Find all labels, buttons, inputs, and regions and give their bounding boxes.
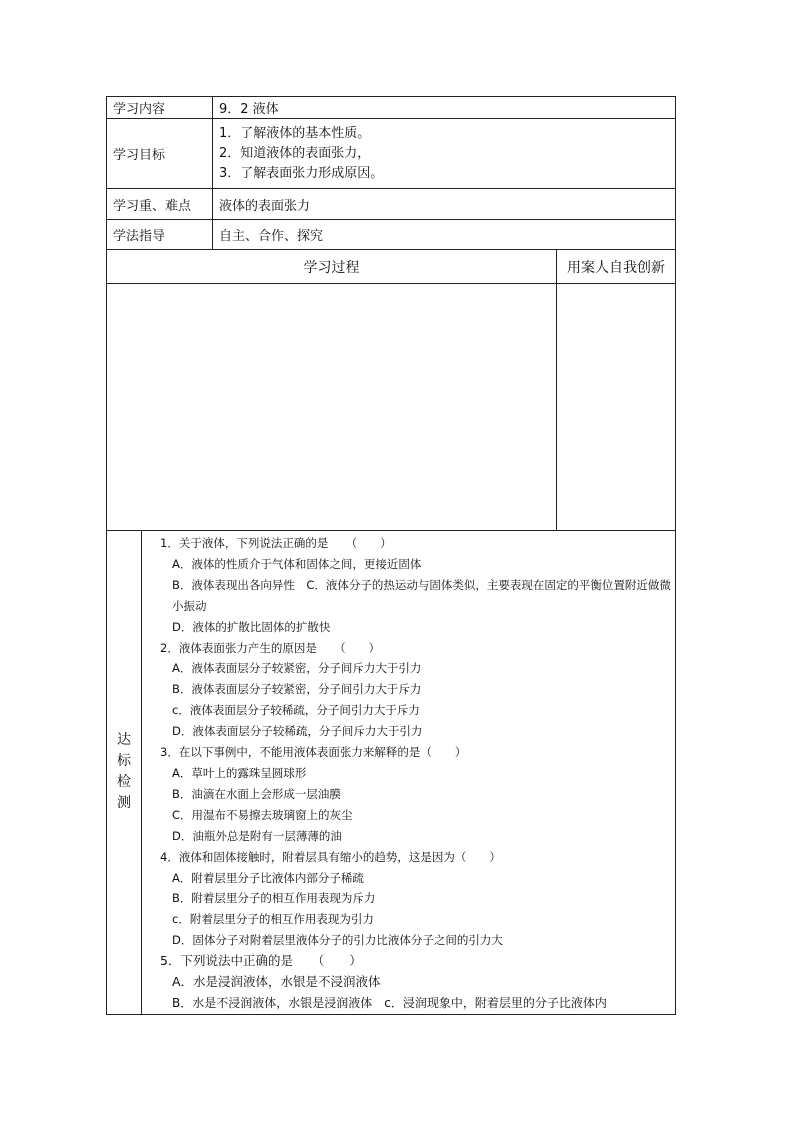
lesson-plan-table [106,96,676,531]
q1-option-b-c: B．液体表现出各向异性 C．液体分子的热运动与固体类似，主要表现在固定的平衡位置附近做微小振动 [172,577,671,613]
q5-option-a: A．水是浸润液体，水银是不浸润液体 [172,974,381,990]
row-content [107,97,676,119]
key-label: 学习重、难点 [107,189,213,220]
q2-option-d: D．液体表面层分子较稀疏，分子间斥力大于引力 [172,724,423,739]
row-process-header [107,250,676,284]
creative-body [557,284,676,531]
question-4: 4．液体和固体接触时，附着层具有缩小的趋势，这是因为（ ） [160,849,501,864]
creative-header: 用案人自我创新 [557,250,676,284]
q4-option-c: c．附着层里分子的相互作用表现为引力 [172,912,374,927]
q3-option-a: A．草叶上的露珠呈圆球形 [172,765,307,780]
goal-item: 2．知道液体的表面张力， [219,145,371,161]
method-value: 自主、合作、探究 [213,220,676,250]
lesson-plan-sheet [106,96,675,1015]
question-3: 3．在以下事例中，不能用液体表面张力来解释的是（ ） [160,745,467,760]
question-5: 5．下列说法中正确的是 （ ） [160,953,362,969]
goals-label: 学习目标 [107,119,213,189]
q1-option-a: A．液体的性质介于气体和固体之间，更接近固体 [172,556,422,571]
key-value: 液体的表面张力 [213,189,676,220]
goal-item: 3．了解表面张力形成原因。 [219,165,384,181]
check-char: 检 [117,774,131,791]
row-process-body [107,284,676,531]
process-header: 学习过程 [107,250,557,284]
goal-item: 1．了解液体的基本性质。 [219,125,371,141]
q2-option-b: B．液体表面层分子较紧密，分子间引力大于斥力 [172,682,422,697]
check-char: 标 [117,753,131,770]
row-key-points [107,189,676,220]
question-1: 1．关于液体，下列说法正确的是 （ ） [160,536,392,550]
question-2: 2．液体表面张力产生的原因是 （ ） [160,640,381,655]
q4-option-a: A．附着层里分子比液体内部分子稀疏 [172,870,364,885]
row-method [107,220,676,250]
check-char: 测 [117,795,131,812]
check-label [107,531,142,1015]
method-label: 学法指导 [107,220,213,250]
q3-option-d: D．油瓶外总是附有一层薄薄的油 [172,828,342,843]
check-table [106,530,676,1015]
goals-list [213,119,676,189]
q4-option-d: D．固体分子对附着层里液体分子的引力比液体分子之间的引力大 [172,933,503,948]
row-goals [107,119,676,189]
questions-panel [142,531,676,1015]
process-body [107,284,557,531]
q3-option-c: C．用湿布不易擦去玻璃窗上的灰尘 [172,807,353,822]
content-label: 学习内容 [107,97,213,119]
check-char: 达 [117,732,131,749]
q1-option-d: D．液体的扩散比固体的扩散快 [172,619,331,634]
row-check [107,531,676,1015]
q5-option-b-c: B．水是不浸润液体，水银是浸润液体 c．浸润现象中，附着层里的分子比液体内 [172,995,607,1010]
q2-option-a: A．液体表面层分子较紧密，分子间斥力大于引力 [172,661,422,676]
q2-option-c: c．液体表面层分子较稀疏，分子间引力大于斥力 [172,703,420,718]
q4-option-b: B．附着层里分子的相互作用表现为斥力 [172,891,376,906]
q3-option-b: B．油滴在水面上会形成一层油膜 [172,786,341,801]
content-value: 9．2 液体 [213,97,676,119]
